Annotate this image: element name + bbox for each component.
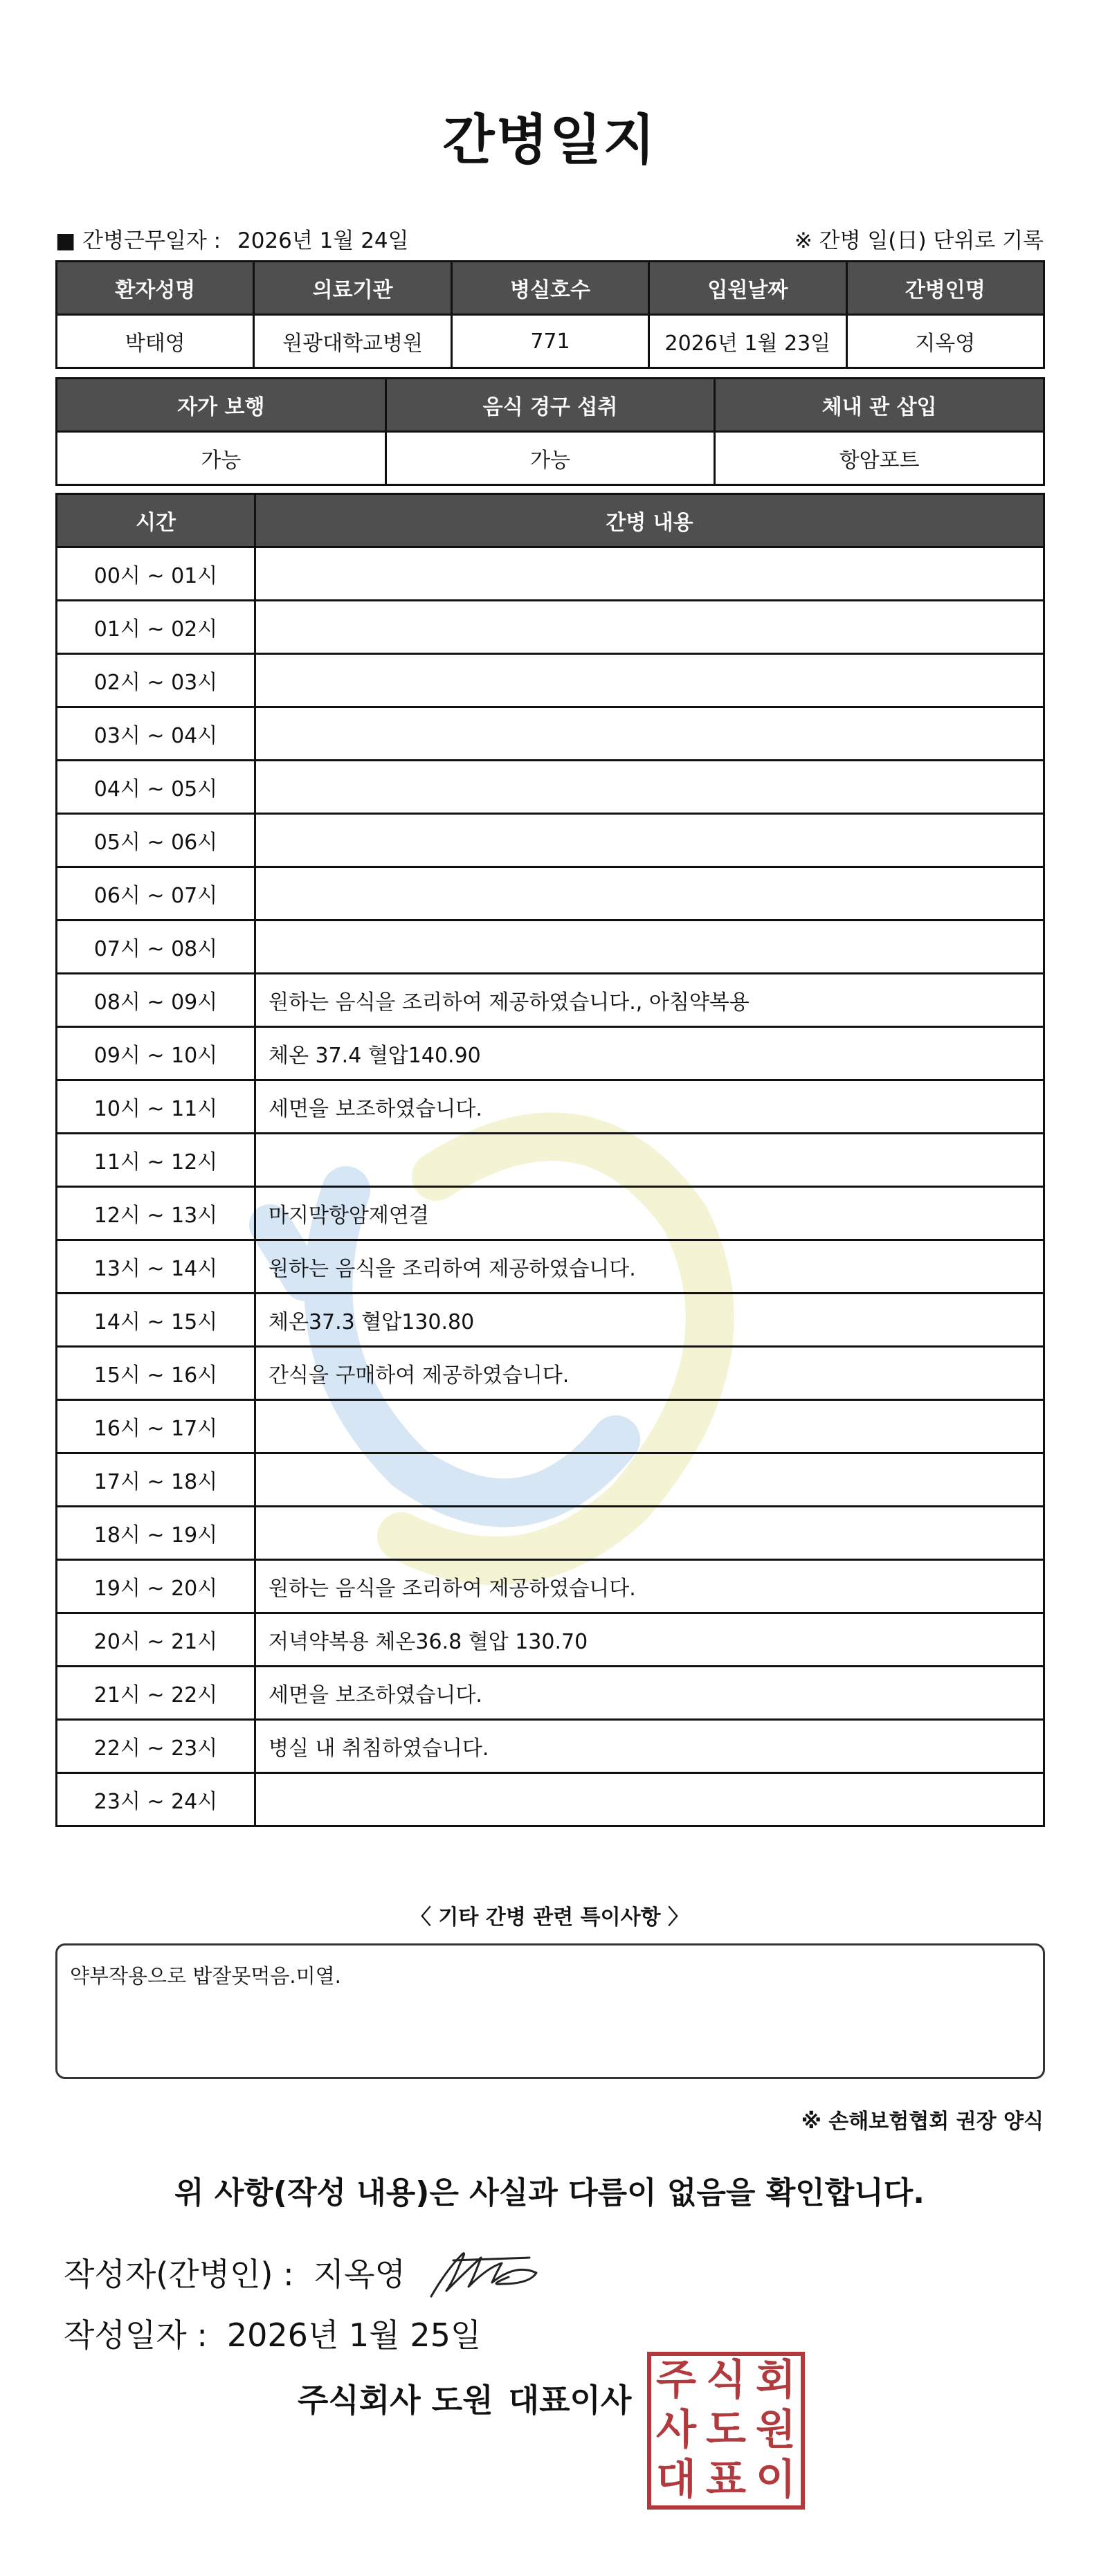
log-row xyxy=(57,974,1044,1027)
log-content xyxy=(255,761,1044,814)
log-row xyxy=(57,1453,1044,1507)
log-time: 18시 ~ 19시 xyxy=(57,1507,255,1560)
log-row xyxy=(57,1773,1044,1826)
log-content: 간식을 구매하여 제공하였습니다. xyxy=(255,1347,1044,1400)
log-row xyxy=(57,654,1044,707)
log-row xyxy=(57,1294,1044,1347)
signature-icon xyxy=(426,2242,543,2305)
log-time: 12시 ~ 13시 xyxy=(57,1187,255,1240)
log-time: 10시 ~ 11시 xyxy=(57,1080,255,1134)
work-date xyxy=(55,223,409,254)
log-row xyxy=(57,814,1044,867)
log-content xyxy=(255,1134,1044,1187)
log-time: 15시 ~ 16시 xyxy=(57,1347,255,1400)
work-date-value: 2026년 1월 24일 xyxy=(237,228,409,253)
patient-name: 박태영 xyxy=(57,315,254,368)
writer-name: 지옥영 xyxy=(313,2256,406,2293)
log-row xyxy=(57,1347,1044,1400)
written-date-label: 작성일자 : xyxy=(64,2316,208,2354)
walking-status: 가능 xyxy=(57,432,386,485)
admission-date: 2026년 1월 23일 xyxy=(649,315,846,368)
log-content xyxy=(255,654,1044,707)
log-time: 16시 ~ 17시 xyxy=(57,1400,255,1453)
log-time: 17시 ~ 18시 xyxy=(57,1453,255,1507)
log-time: 03시 ~ 04시 xyxy=(57,707,255,761)
log-time: 23시 ~ 24시 xyxy=(57,1773,255,1826)
log-time: 04시 ~ 05시 xyxy=(57,761,255,814)
log-row xyxy=(57,1720,1044,1773)
special-notes-box xyxy=(55,1943,1045,2079)
record-unit-note: ※ 간병 일(日) 단위로 기록 xyxy=(794,228,1044,253)
log-content xyxy=(255,1400,1044,1453)
patient-info-table xyxy=(55,260,1045,369)
work-date-label: ■ 간병근무일자 : xyxy=(55,228,221,253)
seal-char: 원 xyxy=(756,2406,796,2454)
log-content: 원하는 음식을 조리하여 제공하였습니다. xyxy=(255,1240,1044,1294)
log-time: 21시 ~ 22시 xyxy=(57,1667,255,1720)
seal-char: 도 xyxy=(706,2406,746,2454)
log-content: 병실 내 취침하였습니다. xyxy=(255,1720,1044,1773)
log-row xyxy=(57,1667,1044,1720)
log-content: 체온 37.4 혈압140.90 xyxy=(255,1027,1044,1080)
log-time: 08시 ~ 09시 xyxy=(57,974,255,1027)
document-title: 간병일지 xyxy=(442,109,657,172)
company-line xyxy=(298,2375,631,2421)
hourly-care-log-table xyxy=(55,493,1045,1827)
written-date-line xyxy=(64,2310,481,2356)
confirmation-statement: 위 사항(작성 내용)은 사실과 다름이 없음을 확인합니다. xyxy=(174,2175,925,2211)
log-time: 05시 ~ 06시 xyxy=(57,814,255,867)
log-content xyxy=(255,920,1044,974)
log-row xyxy=(57,761,1044,814)
log-row xyxy=(57,1027,1044,1080)
log-time: 09시 ~ 10시 xyxy=(57,1027,255,1080)
log-time: 07시 ~ 08시 xyxy=(57,920,255,974)
log-content xyxy=(255,1773,1044,1826)
log-content: 저녁약복용 체온36.8 혈압 130.70 xyxy=(255,1613,1044,1667)
log-content: 원하는 음식을 조리하여 제공하였습니다., 아침약복용 xyxy=(255,974,1044,1027)
hospital-name: 원광대학교병원 xyxy=(254,315,451,368)
log-rows xyxy=(57,547,1044,1826)
header-hospital: 의료기관 xyxy=(254,262,451,315)
log-time: 20시 ~ 21시 xyxy=(57,1613,255,1667)
log-content: 원하는 음식을 조리하여 제공하였습니다. xyxy=(255,1560,1044,1613)
log-time: 01시 ~ 02시 xyxy=(57,601,255,654)
log-time: 22시 ~ 23시 xyxy=(57,1720,255,1773)
log-content: 마지막항암제연결 xyxy=(255,1187,1044,1240)
header-admission-date: 입원날짜 xyxy=(649,262,846,315)
writer-line xyxy=(64,2249,406,2295)
written-date-value: 2026년 1월 25일 xyxy=(226,2316,482,2354)
log-row xyxy=(57,1400,1044,1453)
log-row xyxy=(57,920,1044,974)
seal-char: 대 xyxy=(656,2456,696,2504)
company-representative: 대표이사 xyxy=(508,2382,632,2419)
log-content xyxy=(255,547,1044,601)
seal-char: 회 xyxy=(756,2356,796,2404)
log-content xyxy=(255,1453,1044,1507)
log-content xyxy=(255,814,1044,867)
seal-char: 표 xyxy=(706,2456,746,2504)
tube-insertion-status: 항암포트 xyxy=(715,432,1044,485)
seal-char: 주 xyxy=(656,2356,696,2404)
header-oral-intake: 음식 경구 섭취 xyxy=(385,379,715,432)
caregiver-name: 지옥영 xyxy=(846,315,1044,368)
log-row xyxy=(57,1187,1044,1240)
header-care-content: 간병 내용 xyxy=(255,494,1044,547)
log-time: 00시 ~ 01시 xyxy=(57,547,255,601)
header-time: 시간 xyxy=(57,494,255,547)
header-tube-insertion: 체내 관 삽입 xyxy=(715,379,1044,432)
log-row xyxy=(57,1080,1044,1134)
writer-label: 작성자(간병인) : xyxy=(64,2256,294,2293)
log-content xyxy=(255,601,1044,654)
special-notes-text: 약부작용으로 밥잘못먹음.미열. xyxy=(70,1964,341,1988)
log-row xyxy=(57,601,1044,654)
log-row xyxy=(57,1134,1044,1187)
log-content xyxy=(255,707,1044,761)
seal-char: 식 xyxy=(706,2356,746,2404)
log-row xyxy=(57,1240,1044,1294)
log-time: 06시 ~ 07시 xyxy=(57,867,255,920)
header-room: 병실호수 xyxy=(451,262,648,315)
room-number: 771 xyxy=(451,315,648,368)
seal-char: 이 xyxy=(756,2456,796,2504)
oral-intake-status: 가능 xyxy=(385,432,715,485)
log-row xyxy=(57,547,1044,601)
company-seal-stamp xyxy=(647,2352,805,2510)
log-time: 13시 ~ 14시 xyxy=(57,1240,255,1294)
special-notes-title: 〈 기타 간병 관련 특이사항 〉 xyxy=(410,1905,689,1930)
log-content xyxy=(255,867,1044,920)
header-caregiver: 간병인명 xyxy=(846,262,1044,315)
log-time: 14시 ~ 15시 xyxy=(57,1294,255,1347)
log-time: 19시 ~ 20시 xyxy=(57,1560,255,1613)
log-row xyxy=(57,707,1044,761)
log-content: 체온37.3 혈압130.80 xyxy=(255,1294,1044,1347)
log-row xyxy=(57,1507,1044,1560)
log-row xyxy=(57,1560,1044,1613)
header-walking: 자가 보행 xyxy=(57,379,386,432)
header-patient-name: 환자성명 xyxy=(57,262,254,315)
log-content xyxy=(255,1507,1044,1560)
company-name: 주식회사 도원 xyxy=(298,2382,493,2419)
seal-char: 사 xyxy=(656,2406,696,2454)
log-row xyxy=(57,867,1044,920)
log-time: 11시 ~ 12시 xyxy=(57,1134,255,1187)
patient-status-table xyxy=(55,377,1045,486)
log-content: 세면을 보조하였습니다. xyxy=(255,1667,1044,1720)
log-time: 02시 ~ 03시 xyxy=(57,654,255,707)
log-content: 세면을 보조하였습니다. xyxy=(255,1080,1044,1134)
recommended-form-note: ※ 손해보험협회 권장 양식 xyxy=(801,2110,1044,2134)
log-row xyxy=(57,1613,1044,1667)
